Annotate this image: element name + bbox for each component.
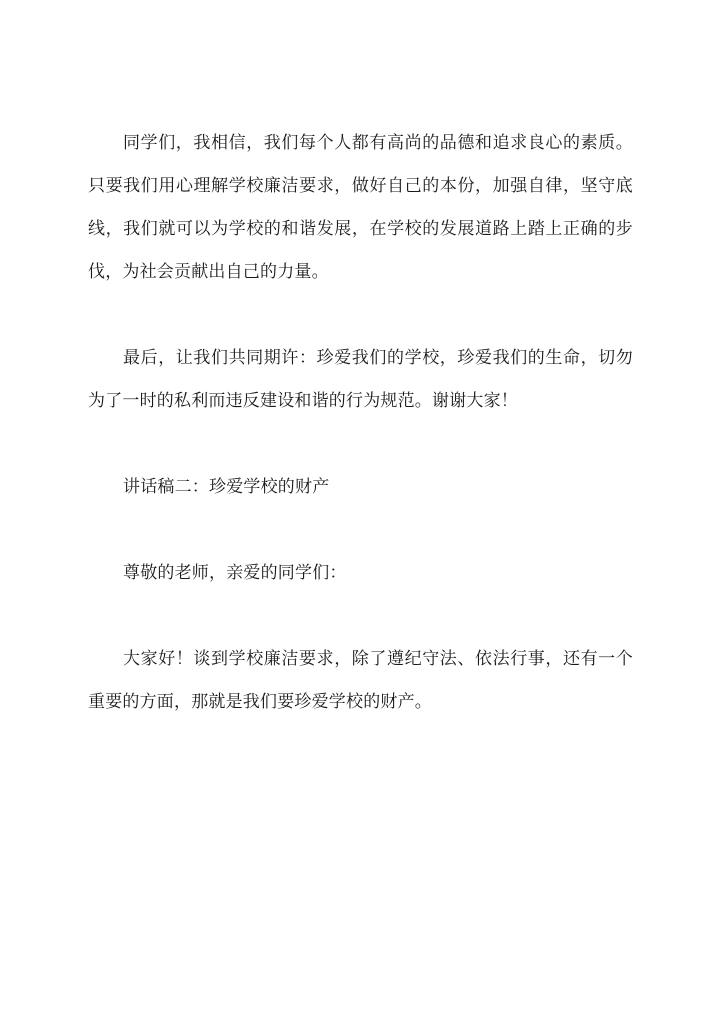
document-body: [88, 122, 633, 724]
salutation: 尊敬的老师，亲爱的同学们：: [123, 563, 347, 583]
paragraph-closing-remarks: 同学们，我相信，我们每个人都有高尚的品德和追求良心的素质。只要我们用心理解学校廉洁要求，做好自己的本份，加强自律，坚守底线，我们就可以为学校的和谐发展，在学校的发展道路上踏上正确的步伐，为社会贡献出自己的力量。: [88, 133, 633, 282]
paragraph-greeting: 大家好！谈到学校廉洁要求，除了遵纪守法、依法行事，还有一个重要的方面，那就是我们要珍爱学校的财产。: [88, 649, 633, 712]
paragraph-final-wish: 最后，让我们共同期许：珍爱我们的学校，珍爱我们的生命，切勿为了一时的私利而违反建设和谐的行为规范。谢谢大家！: [88, 348, 633, 411]
speech-two-heading: 讲话稿二：珍爱学校的财产: [123, 477, 330, 497]
